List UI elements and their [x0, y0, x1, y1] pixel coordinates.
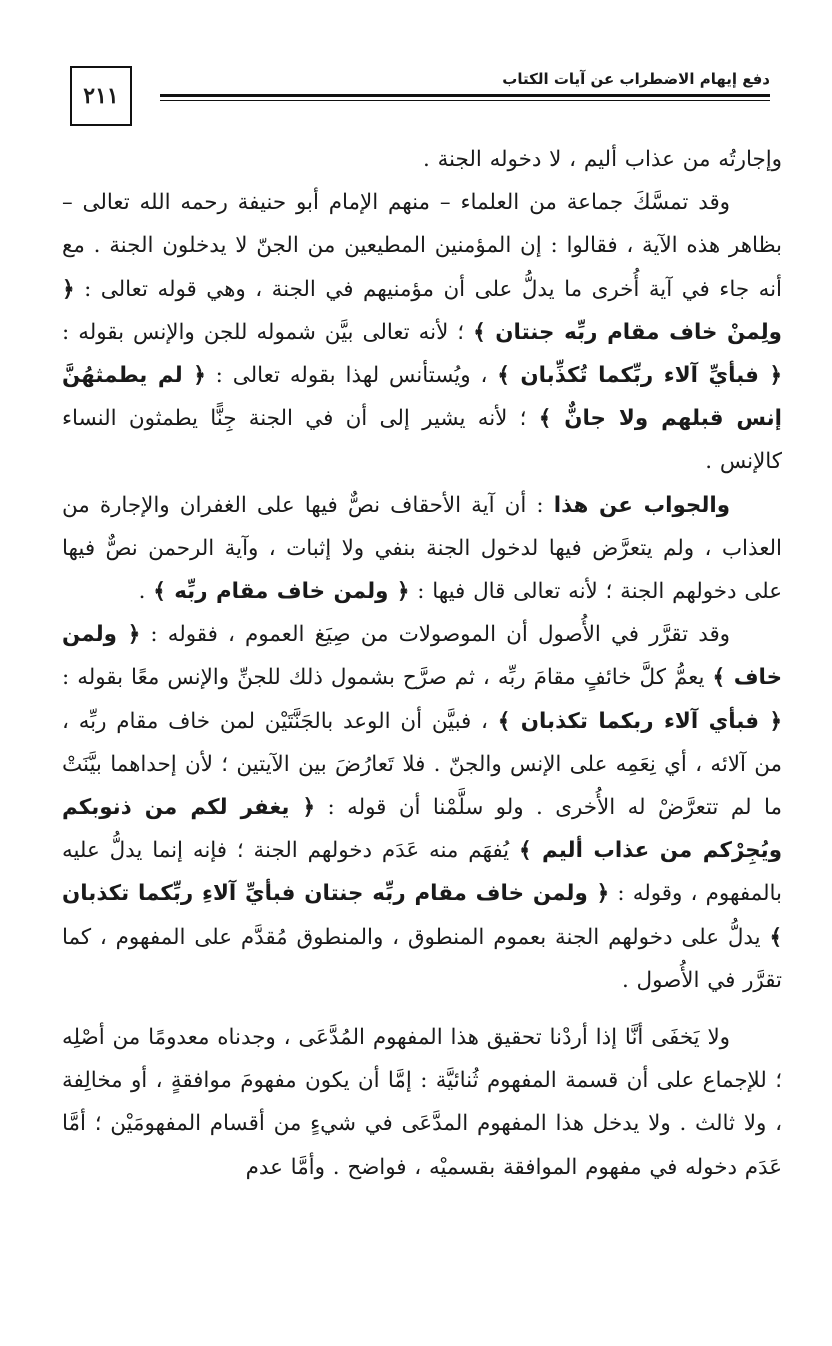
- text-run: ؛ لأنه يشير إلى أن في الجنة جِنًّا يطمثون النساء كالإنس .: [62, 406, 782, 475]
- text-run: ، ويُستأنس لهذا بقوله تعالى :: [205, 363, 498, 389]
- text-run: ؛ لأنه تعالى بيَّن شموله للجن والإنس بقوله :: [62, 319, 474, 345]
- quran-quote: ﴿ ولمن خاف ﴾: [62, 622, 782, 691]
- paragraph: ولا يَخفَى أنَّا إذا أردْنا تحقيق هذا المفهوم المُدَّعَى ، وجدناه معدومًا من أصْلِه ؛ للإجماع على أن قسمة المفهوم ثُنائيَّة : إمَّا أن يكون مفهومَ موافقةٍ ، أو مخالِفة ، ولا ثالث . ولا يدخل هذا المفهوم المدَّعَى في شيءٍ من أقسام المفهومَيْن ؛ أمَّا عَدَم دخوله في مفهوم الموافقة بقسميْه ، فواضح . وأمَّا عدم: [62, 1025, 782, 1180]
- text-run: يعمُّ كلَّ خائفٍ مقامَ ربِّه ، ثم صرَّح بشمول ذلك للجنِّ والإنس معًا بقوله :: [62, 665, 713, 691]
- header-rule-thin: [160, 100, 770, 101]
- paragraph: [62, 613, 782, 1002]
- text-run: ، فبيَّن أن الوعد بالجَنَّتَيْن لمن خاف مقام ربِّه ، من آلائه ، أي نِعَمِه على الإنس والجنّ . فلا تَعارُضَ بين الآيتين ؛ لأن إحداهما بيَّنَتْ ما لم تتعرَّضْ له الأُخرى . ولو سلَّمْنا أن قوله :: [62, 708, 782, 821]
- quran-quote: ﴿ ولِمنْ خاف مقام ربِّه جنتان ﴾: [62, 276, 782, 345]
- quran-quote: ﴿ فبأيِّ آلاء ربِّكما تُكذِّبان ﴾: [497, 363, 782, 389]
- paragraph: [62, 484, 782, 614]
- quran-quote: ﴿ ولمن خاف مقام ربِّه جنتان فبأيِّ آلاءِ ربِّكما تكذبان ﴾: [62, 881, 782, 950]
- text-run: يدلُّ على دخولهم الجنة بعموم المنطوق ، والمنطوق مُقدَّم على المفهوم ، كما تقرَّر في الأُصول .: [62, 924, 782, 993]
- header-rule-thick: [160, 94, 770, 97]
- page-number: ٢١١: [70, 66, 132, 126]
- text-run: .: [138, 579, 154, 605]
- quran-quote: ﴿ يغفر لكم من ذنوبكم ويُجِرْكم من عذاب أليم ﴾: [62, 795, 782, 864]
- paragraph: [62, 181, 782, 483]
- running-title: دفع إيهام الاضطراب عن آيات الكتاب: [502, 70, 770, 88]
- text-run: وقد تمسَّكَ جماعة من العلماء – منهم الإمام أبو حنيفة رحمه الله تعالى – بظاهر هذه الآية ، فقالوا : إن المؤمنين المطيعين من الجنّ لا يدخلون الجنة . مع أنه جاء في آية أُخرى ما يدلُّ على أن مؤمنيهم في الجنة ، وهي قوله تعالى :: [62, 190, 782, 302]
- text-run: يُفهَم منه عَدَم دخولهم الجنة ؛ فإنه إنما يدلُّ عليه بالمفهوم ، وقوله :: [62, 838, 782, 907]
- text-run: وقد تقرَّر في الأُصول أن الموصولات من صِيَغ العموم ، فقوله :: [140, 622, 730, 648]
- paragraph: وإجارتُه من عذاب أليم ، لا دخوله الجنة .: [422, 147, 782, 172]
- text-run: : أن آية الأحقاف نصٌّ فيها على الغفران والإجارة من العذاب ، ولم يتعرَّض فيها لدخول الجنة بنفي ولا إثبات ، وآية الرحمن نصٌّ فيها على دخولهم الجنة ؛ لأنه تعالى قال فيها :: [62, 492, 782, 605]
- quran-quote: ﴿ ولمن خاف مقام ربِّه ﴾: [153, 579, 410, 605]
- quran-quote: ﴿ لم يطمثهُنَّ إنس قبلهم ولا جانٌّ ﴾: [62, 363, 783, 432]
- answer-heading: والجواب عن هذا: [553, 492, 731, 518]
- page-body: [62, 138, 782, 1189]
- quran-quote: ﴿ فبأي آلاء ربكما تكذبان ﴾: [497, 708, 782, 734]
